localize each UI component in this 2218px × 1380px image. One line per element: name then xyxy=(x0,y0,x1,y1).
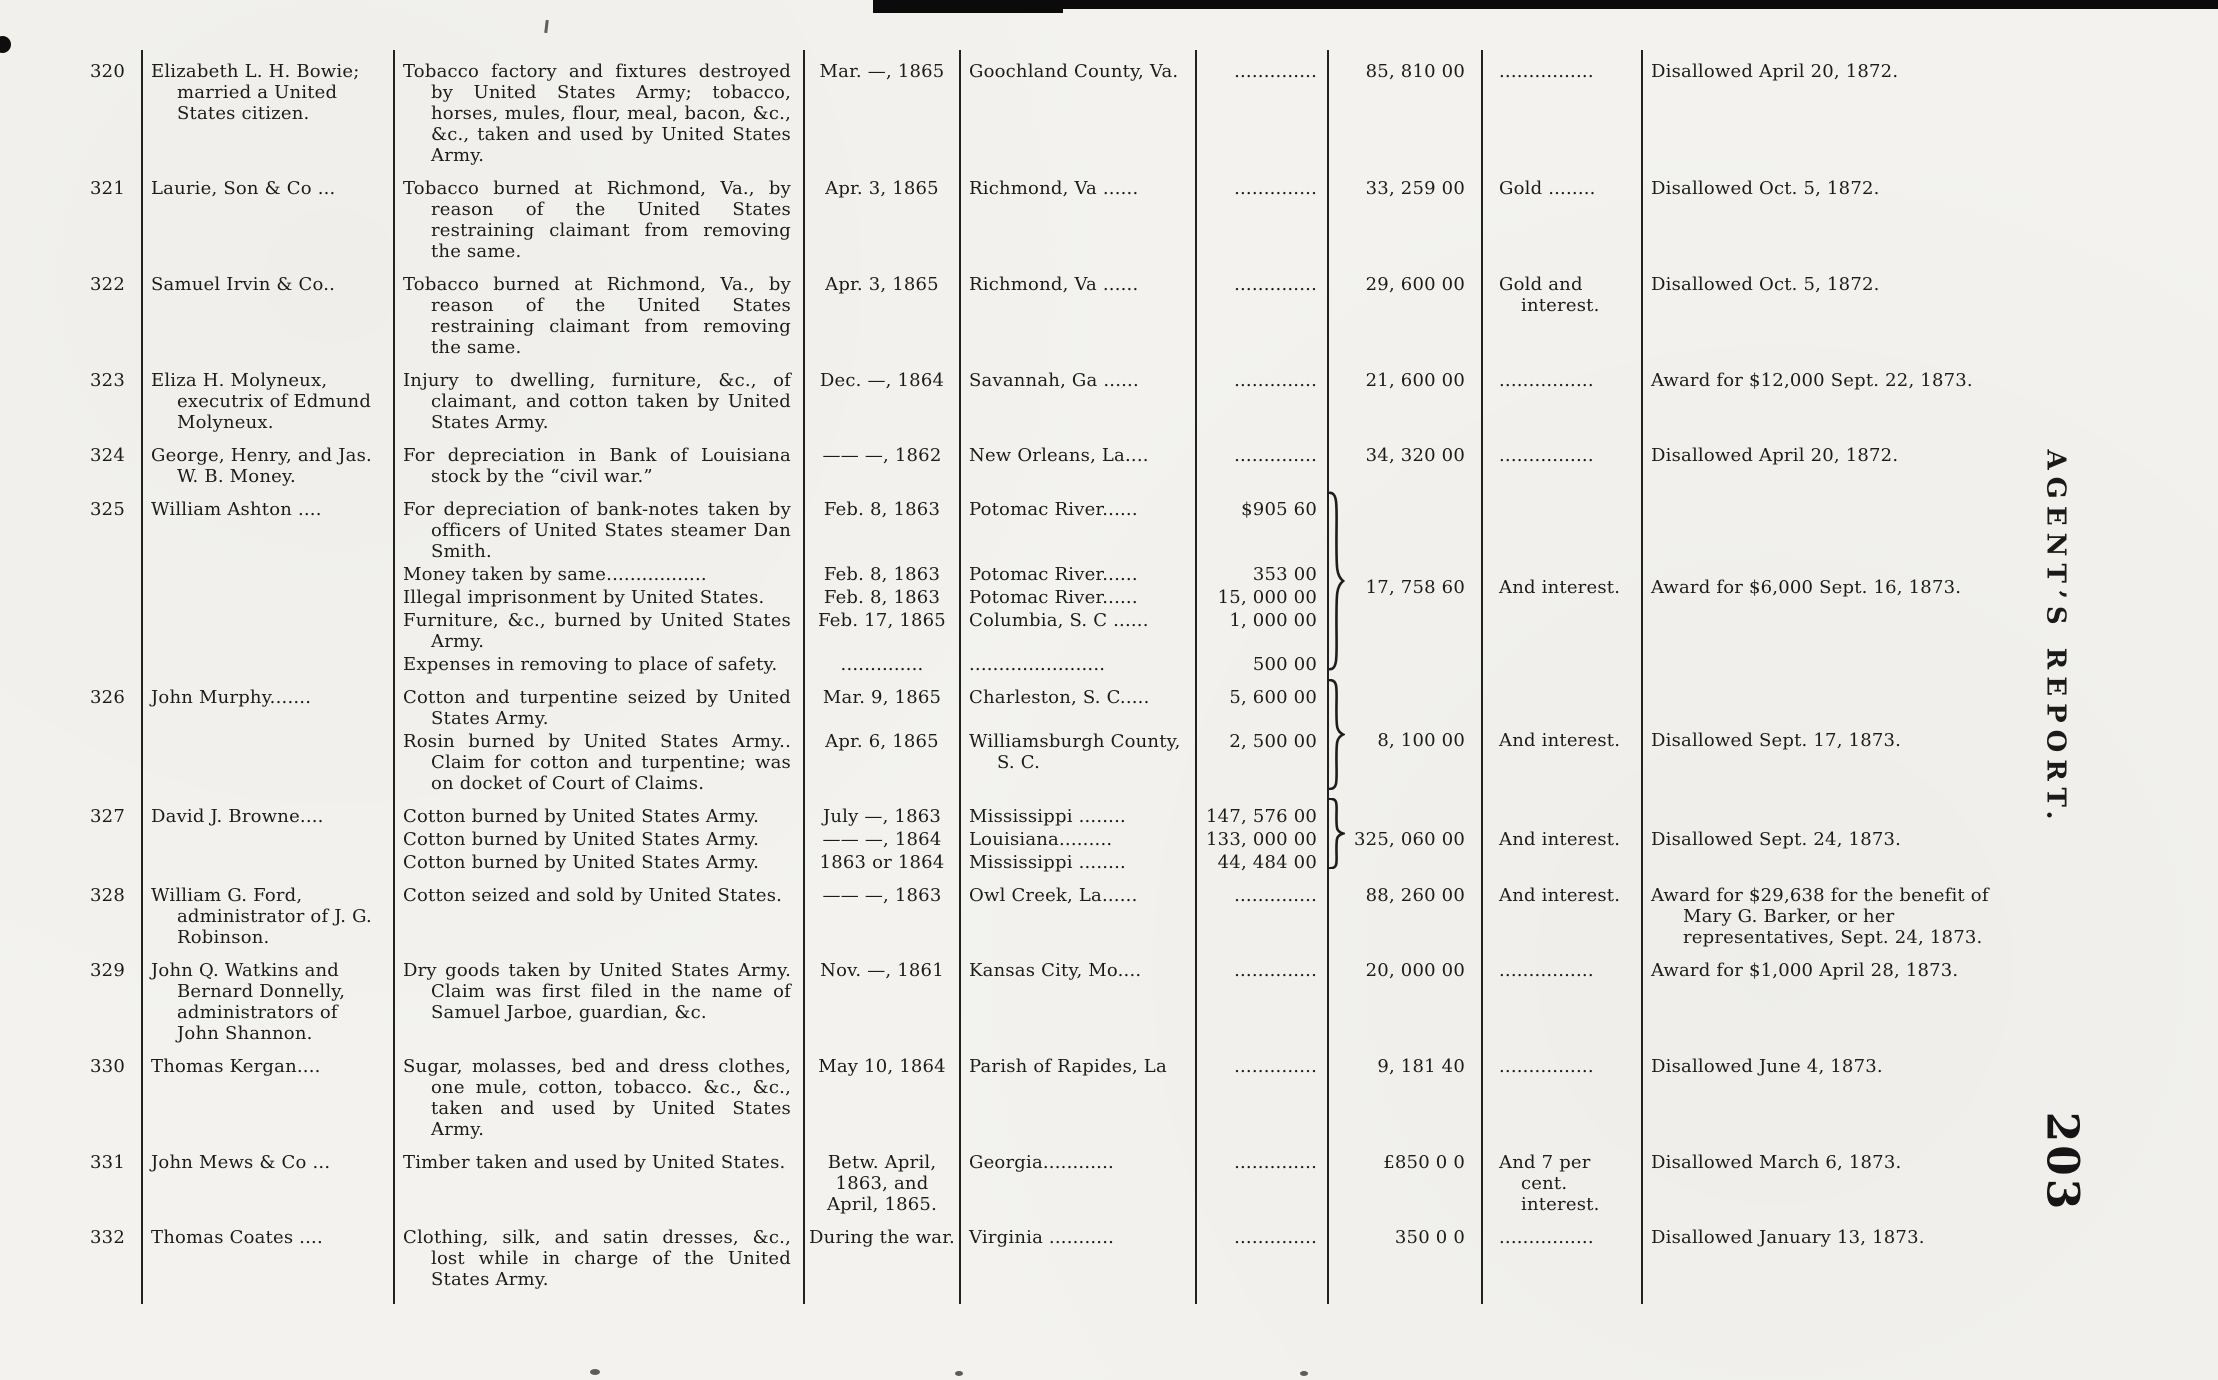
claim-item-amount: .............. xyxy=(1197,434,1329,488)
claim-date: .............. xyxy=(805,653,961,676)
claim-location: Richmond, Va ...... xyxy=(961,263,1197,359)
claim-interest xyxy=(1483,359,1643,434)
claim-interest-text: And interest. xyxy=(1499,576,1621,598)
claim-remarks-text: Disallowed June 4, 1873. xyxy=(1651,1056,1883,1077)
claim-remarks xyxy=(1643,434,2018,488)
claim-nature: For depreciation of bank-notes taken by officers of United States steamer Dan Smith. xyxy=(395,488,805,563)
claim-item-amount: .............. xyxy=(1197,874,1329,949)
claim-remarks xyxy=(1643,50,2018,167)
claim-nature: Injury to dwelling, furniture, &c., of claimant, and cotton taken by United States Army. xyxy=(395,359,805,434)
claim-number: 324 xyxy=(60,434,143,488)
claim-item-amount: .............. xyxy=(1197,359,1329,434)
claim-nature: Clothing, silk, and satin dresses, &c., lost while in charge of the United States Army. xyxy=(395,1216,805,1291)
claim-number: 323 xyxy=(60,359,143,434)
claim-total-amount: 350 0 0 xyxy=(1394,1227,1465,1248)
claim-nature: Timber taken and used by United States. xyxy=(395,1141,805,1216)
claim-date: Mar. —, 1865 xyxy=(805,50,961,167)
grouping-brace xyxy=(1326,679,1345,790)
rule-extension xyxy=(143,1291,395,1304)
claim-item-amount: .............. xyxy=(1197,50,1329,167)
claimant-name: Eliza H. Molyneux, executrix of Edmund Molyneux. xyxy=(143,359,395,434)
claimant-name: John Q. Watkins and Bernard Donnelly, administrators of John Shannon. xyxy=(143,949,395,1045)
claim-location: Kansas City, Mo.... xyxy=(961,949,1197,1045)
claim-item-amount: 500 00 xyxy=(1197,653,1329,676)
claim-interest-text: ................ xyxy=(1499,1056,1594,1077)
claim-interest-text: And 7 per cent. interest. xyxy=(1499,1152,1600,1215)
claimant-name: John Murphy....... xyxy=(143,676,395,795)
claim-remarks xyxy=(1643,263,2018,359)
claim-item-amount: 147, 576 00 xyxy=(1197,795,1329,828)
claim-remarks-text: Disallowed January 13, 1873. xyxy=(1651,1227,1925,1248)
claim-total-amount: 325, 060 00 xyxy=(1354,829,1465,850)
claim-remarks xyxy=(1643,874,2018,949)
claimant-name: John Mews & Co ... xyxy=(143,1141,395,1216)
claim-location: Potomac River...... xyxy=(961,586,1197,609)
claimant-name: George, Henry, and Jas. W. B. Money. xyxy=(143,434,395,488)
claim-total xyxy=(1329,1141,1483,1216)
claim-nature: Rosin burned by United States Army.. Claim for cotton and turpentine; was on docket of Court of Claims. xyxy=(395,730,805,795)
claims-table xyxy=(60,50,2018,1304)
claim-remarks xyxy=(1643,795,2018,874)
claim-interest-text: Gold ........ xyxy=(1499,178,1596,199)
claim-interest xyxy=(1483,488,1643,676)
claim-item-amount: .............. xyxy=(1197,1141,1329,1216)
claim-location: ....................... xyxy=(961,653,1197,676)
rule-extension xyxy=(961,1291,1197,1304)
claim-nature: Tobacco burned at Richmond, Va., by reason of the United States restraining claimant from removing the same. xyxy=(395,263,805,359)
claim-remarks xyxy=(1643,167,2018,263)
claim-remarks-text: Award for $6,000 Sept. 16, 1873. xyxy=(1651,576,1962,598)
claim-date: May 10, 1864 xyxy=(805,1045,961,1141)
claim-remarks-text: Disallowed March 6, 1873. xyxy=(1651,1152,1902,1173)
claim-nature: Cotton burned by United States Army. xyxy=(395,851,805,874)
claim-location: Mississippi ........ xyxy=(961,795,1197,828)
claim-remarks-text: Disallowed Oct. 5, 1872. xyxy=(1651,274,1880,295)
claim-interest xyxy=(1483,1045,1643,1141)
claim-total-amount: 8, 100 00 xyxy=(1377,730,1465,751)
claim-location: Savannah, Ga ...... xyxy=(961,359,1197,434)
claim-total xyxy=(1329,50,1483,167)
claim-date: Apr. 6, 1865 xyxy=(805,730,961,795)
claim-interest xyxy=(1483,949,1643,1045)
claim-interest-text: ................ xyxy=(1499,445,1594,466)
claim-date: —— —, 1864 xyxy=(805,828,961,851)
claim-number: 331 xyxy=(60,1141,143,1216)
claim-number: 330 xyxy=(60,1045,143,1141)
claim-total-amount: 33, 259 00 xyxy=(1365,178,1465,199)
claim-location: Georgia............ xyxy=(961,1141,1197,1216)
claimant-name: William Ashton .... xyxy=(143,488,395,676)
claim-remarks-text: Award for $29,638 for the benefit of Mary G. Barker, or her representatives, Sept. 24, 1873. xyxy=(1651,885,1989,948)
claim-interest xyxy=(1483,1216,1643,1291)
rule-extension xyxy=(805,1291,961,1304)
claim-total-amount: 29, 600 00 xyxy=(1365,274,1465,295)
rule-extension xyxy=(1197,1291,1329,1304)
scan-speck xyxy=(590,1369,600,1375)
claim-date: Feb. 17, 1865 xyxy=(805,609,961,653)
rule-extension xyxy=(60,1291,143,1304)
claim-number: 326 xyxy=(60,676,143,795)
claim-total xyxy=(1329,434,1483,488)
claim-number: 332 xyxy=(60,1216,143,1291)
claim-item-amount: 1, 000 00 xyxy=(1197,609,1329,653)
page-header-vertical: AGENT’S REPORT. xyxy=(2040,449,2071,827)
claim-item-amount: 133, 000 00 xyxy=(1197,828,1329,851)
claim-nature: Cotton and turpentine seized by United States Army. xyxy=(395,676,805,730)
claim-interest-text: And interest. xyxy=(1499,885,1621,906)
claim-nature: Cotton seized and sold by United States. xyxy=(395,874,805,949)
scan-speck xyxy=(544,20,549,33)
claim-number: 322 xyxy=(60,263,143,359)
scan-artifact-edge-dot xyxy=(0,36,11,53)
claim-total xyxy=(1329,1045,1483,1141)
claim-item-amount: .............. xyxy=(1197,1216,1329,1291)
claim-total-amount: 21, 600 00 xyxy=(1365,370,1465,391)
claim-nature: Furniture, &c., burned by United States Army. xyxy=(395,609,805,653)
claim-number: 325 xyxy=(60,488,143,676)
claim-total xyxy=(1329,263,1483,359)
claim-remarks-text: Award for $12,000 Sept. 22, 1873. xyxy=(1651,370,1973,391)
claim-remarks-text: Disallowed April 20, 1872. xyxy=(1651,61,1899,82)
claimant-name: Thomas Coates .... xyxy=(143,1216,395,1291)
claim-date: Feb. 8, 1863 xyxy=(805,586,961,609)
claim-location: Virginia ........... xyxy=(961,1216,1197,1291)
claim-total-amount: 17, 758 60 xyxy=(1365,576,1465,598)
claimant-name: William G. Ford, administrator of J. G. Robinson. xyxy=(143,874,395,949)
claim-location: Charleston, S. C..... xyxy=(961,676,1197,730)
claim-item-amount: 5, 600 00 xyxy=(1197,676,1329,730)
claim-nature: Cotton burned by United States Army. xyxy=(395,795,805,828)
claim-location: Owl Creek, La...... xyxy=(961,874,1197,949)
claimant-name: Elizabeth L. H. Bowie; married a United States citizen. xyxy=(143,50,395,167)
scan-artifact-top-bar xyxy=(873,0,2218,9)
claim-nature: Dry goods taken by United States Army. Claim was first filed in the name of Samuel Jarboe, guardian, &c. xyxy=(395,949,805,1045)
claim-interest xyxy=(1483,874,1643,949)
claim-location: New Orleans, La.... xyxy=(961,434,1197,488)
claim-nature: Sugar, molasses, bed and dress clothes, one mule, cotton, tobacco. &c., &c., taken and used by United States Army. xyxy=(395,1045,805,1141)
claim-interest-text: And interest. xyxy=(1499,829,1621,850)
claim-interest xyxy=(1483,795,1643,874)
claimant-name: Laurie, Son & Co ... xyxy=(143,167,395,263)
claim-date: Nov. —, 1861 xyxy=(805,949,961,1045)
claim-interest xyxy=(1483,167,1643,263)
claim-total-amount: 34, 320 00 xyxy=(1365,445,1465,466)
claim-interest-text: ................ xyxy=(1499,370,1594,391)
claim-item-amount: 353 00 xyxy=(1197,563,1329,586)
claim-total xyxy=(1329,1216,1483,1291)
rule-extension xyxy=(395,1291,805,1304)
claim-total-amount: £850 0 0 xyxy=(1383,1152,1465,1173)
claim-total xyxy=(1329,874,1483,949)
claim-total xyxy=(1329,949,1483,1045)
claim-number: 329 xyxy=(60,949,143,1045)
claim-remarks xyxy=(1643,949,2018,1045)
claim-interest xyxy=(1483,50,1643,167)
grouping-brace xyxy=(1326,798,1345,869)
rule-extension xyxy=(1483,1291,1643,1304)
claim-interest-text: ................ xyxy=(1499,1227,1594,1248)
claimant-name: David J. Browne.... xyxy=(143,795,395,874)
claim-date: Apr. 3, 1865 xyxy=(805,167,961,263)
claim-item-amount: .............. xyxy=(1197,949,1329,1045)
claim-location: Potomac River...... xyxy=(961,488,1197,563)
claim-remarks-text: Disallowed Oct. 5, 1872. xyxy=(1651,178,1880,199)
claim-location: Goochland County, Va. xyxy=(961,50,1197,167)
claim-item-amount: $905 60 xyxy=(1197,488,1329,563)
claim-number: 328 xyxy=(60,874,143,949)
claim-location: Richmond, Va ...... xyxy=(961,167,1197,263)
claim-number: 320 xyxy=(60,50,143,167)
claim-nature: Tobacco burned at Richmond, Va., by reason of the United States restraining claimant from removing the same. xyxy=(395,167,805,263)
claim-date: Feb. 8, 1863 xyxy=(805,563,961,586)
claim-total xyxy=(1329,167,1483,263)
claim-remarks xyxy=(1643,1045,2018,1141)
claim-date: Mar. 9, 1865 xyxy=(805,676,961,730)
claim-nature: For depreciation in Bank of Louisiana stock by the “civil war.” xyxy=(395,434,805,488)
claim-location: Mississippi ........ xyxy=(961,851,1197,874)
rule-extension xyxy=(1329,1291,1483,1304)
claim-date: July —, 1863 xyxy=(805,795,961,828)
claim-remarks-text: Disallowed April 20, 1872. xyxy=(1651,445,1899,466)
claim-total-amount: 88, 260 00 xyxy=(1365,885,1465,906)
claim-item-amount: 2, 500 00 xyxy=(1197,730,1329,795)
claim-item-amount: .............. xyxy=(1197,263,1329,359)
claim-nature: Cotton burned by United States Army. xyxy=(395,828,805,851)
claim-total xyxy=(1329,359,1483,434)
claim-interest-text: Gold and interest. xyxy=(1499,274,1600,316)
scan-artifact-top-bar-step xyxy=(873,9,1063,13)
claim-location: Louisiana......... xyxy=(961,828,1197,851)
claim-total xyxy=(1329,676,1483,795)
claim-interest-text: ................ xyxy=(1499,61,1594,82)
claim-remarks xyxy=(1643,1216,2018,1291)
claim-remarks-text: Award for $1,000 April 28, 1873. xyxy=(1651,960,1959,981)
claim-interest xyxy=(1483,434,1643,488)
claim-nature: Illegal imprisonment by United States. xyxy=(395,586,805,609)
claim-total-amount: 9, 181 40 xyxy=(1377,1056,1465,1077)
claim-date: —— —, 1862 xyxy=(805,434,961,488)
claim-interest xyxy=(1483,1141,1643,1216)
claim-date: During the war. xyxy=(805,1216,961,1291)
scan-speck xyxy=(1300,1371,1308,1376)
claim-date: Betw. April, 1863, and April, 1865. xyxy=(805,1141,961,1216)
claim-nature: Money taken by same................. xyxy=(395,563,805,586)
claim-item-amount: .............. xyxy=(1197,167,1329,263)
claimant-name: Thomas Kergan.... xyxy=(143,1045,395,1141)
claim-date: 1863 or 1864 xyxy=(805,851,961,874)
claim-remarks-text: Disallowed Sept. 17, 1873. xyxy=(1651,730,1902,751)
claim-date: —— —, 1863 xyxy=(805,874,961,949)
claim-remarks xyxy=(1643,359,2018,434)
claim-remarks xyxy=(1643,488,2018,676)
claim-remarks-text: Disallowed Sept. 24, 1873. xyxy=(1651,829,1902,850)
claim-number: 327 xyxy=(60,795,143,874)
grouping-brace xyxy=(1326,491,1345,671)
claim-remarks xyxy=(1643,676,2018,795)
claim-total xyxy=(1329,488,1483,676)
claim-number: 321 xyxy=(60,167,143,263)
claim-interest-text: ................ xyxy=(1499,960,1594,981)
claim-nature: Expenses in removing to place of safety. xyxy=(395,653,805,676)
claim-nature: Tobacco factory and fixtures destroyed by United States Army; tobacco, horses, mules, flour, meal, bacon, &c., &c., taken and used by United States Army. xyxy=(395,50,805,167)
claim-item-amount: .............. xyxy=(1197,1045,1329,1141)
scan-speck xyxy=(955,1371,963,1376)
claim-item-amount: 15, 000 00 xyxy=(1197,586,1329,609)
claim-date: Feb. 8, 1863 xyxy=(805,488,961,563)
claim-location: Parish of Rapides, La xyxy=(961,1045,1197,1141)
page-number-vertical: 203 xyxy=(2036,1111,2088,1213)
claim-interest-text: And interest. xyxy=(1499,730,1621,751)
claim-item-amount: 44, 484 00 xyxy=(1197,851,1329,874)
claim-interest xyxy=(1483,263,1643,359)
claim-total xyxy=(1329,795,1483,874)
claim-date: Apr. 3, 1865 xyxy=(805,263,961,359)
claim-interest xyxy=(1483,676,1643,795)
claim-total-amount: 85, 810 00 xyxy=(1365,61,1465,82)
claim-total-amount: 20, 000 00 xyxy=(1365,960,1465,981)
claim-location: Columbia, S. C ...... xyxy=(961,609,1197,653)
claim-remarks xyxy=(1643,1141,2018,1216)
claim-location: Potomac River...... xyxy=(961,563,1197,586)
claimant-name: Samuel Irvin & Co.. xyxy=(143,263,395,359)
claim-date: Dec. —, 1864 xyxy=(805,359,961,434)
claim-location: Williamsburgh County, S. C. xyxy=(961,730,1197,795)
